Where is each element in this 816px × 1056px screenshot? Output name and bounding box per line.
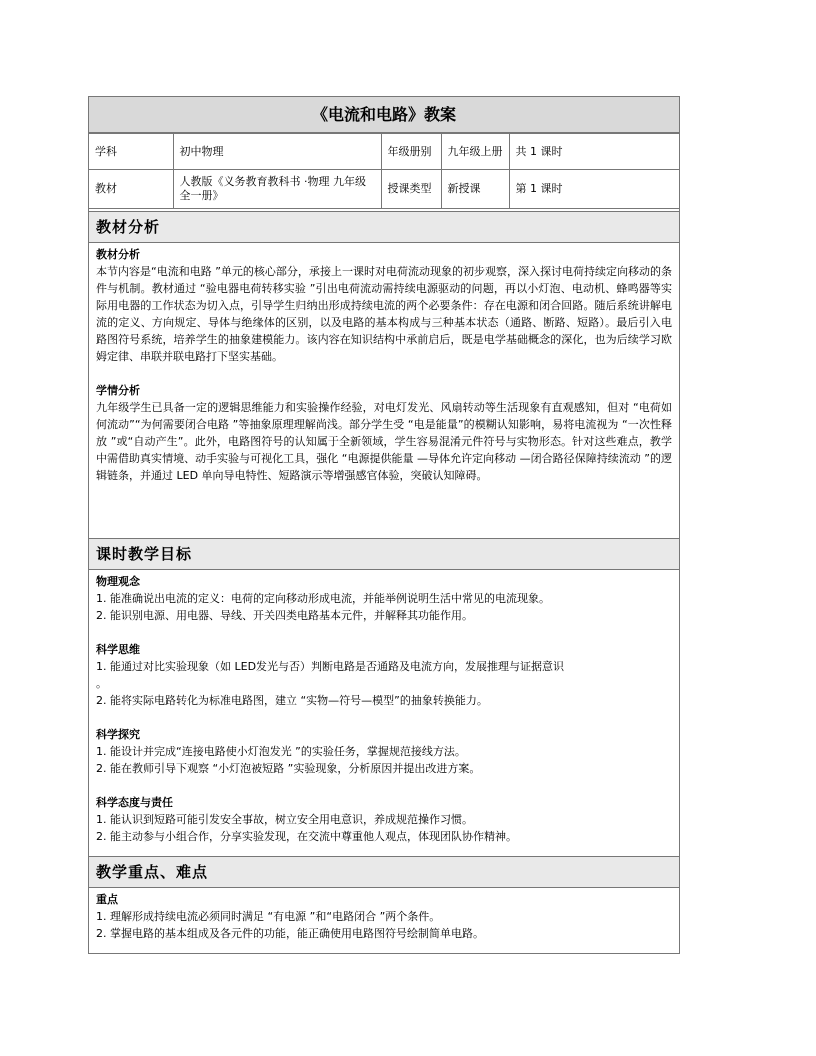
grade-label: 年级册别: [381, 134, 441, 170]
goal-item: 2. 能将实际电路转化为标准电路图，建立 “实物—符号—模型”的抽象转换能力。: [96, 694, 488, 707]
keypoint-item: 1. 理解形成持续电流必须同时满足 “有电源 ”和“电路闭合 ”两个条件。: [96, 910, 441, 923]
goal-group-title: 物理观念: [96, 575, 140, 588]
goal-group-title: 科学态度与责任: [96, 796, 173, 809]
student-analysis-paragraph: 九年级学生已具备一定的逻辑思维能力和实验操作经验，对电灯发光、风扇转动等生活现象有直观感知，但对 “电荷如何流动”“为何需要闭合电路 ”等抽象原理理解尚浅。部分学生受 “电是能量”的模糊认知影响，易将电流视为 “一次性释放 ”或“自动产生”。此外，电路图符号的认知属于全新领域，学生容易混淆元件符号与实物形态。针对这些难点，教学中需借助真实情境、动手实验与可视化工具，强化 “电源提供能量 —导体允许定向移动 —闭合路径保障持续流动 ”的逻辑链条，并通过 LED 单向导电特性、短路演示等增强感官体验，突破认知障碍。: [96, 401, 672, 482]
goal-group-title: 科学思维: [96, 643, 140, 656]
goal-item: 1. 能设计并完成“连接电路使小灯泡发光 ”的实验任务，掌握规范接线方法。: [96, 745, 466, 758]
goals-section: [89, 538, 679, 845]
type-value: 新授课: [441, 170, 509, 209]
material-analysis-section: [89, 211, 679, 484]
info-row-subject: [89, 134, 679, 170]
keypoints-section: [89, 856, 679, 942]
material-analysis-paragraph: 本节内容是“电流和电路 ”单元的核心部分，承接上一课时对电荷流动现象的初步观察，深入探讨电荷持续定向移动的条件与机制。教材通过 “验电器电荷转移实验 ”引出电荷流动需持续电源驱动的问题，再以小灯泡、电动机、蜂鸣器等实际用电器的工作状态为切入点，引导学生归纳出形成持续电流的两个必要条件：存在电源和闭合回路。随后系统讲解电流的定义、方向规定、导体与绝缘体的区别，以及电路的基本构成与三种基本状态（通路、断路、短路）。最后引入电路图符号系统，培养学生的抽象建模能力。该内容在知识结构中承前启后，既是电学基础概念的深化，也为后续学习欧姆定律、串联并联电路打下坚实基础。: [96, 265, 672, 363]
student-analysis-subtitle: 学情分析: [96, 384, 140, 397]
goals-heading: 课时教学目标: [89, 538, 679, 570]
grade-value: 九年级上册: [441, 134, 509, 170]
goal-item: 1. 能认识到短路可能引发安全事故，树立安全用电意识，养成规范操作习惯。: [96, 813, 473, 826]
textbook-value: 人教版《义务教育教科书 ·物理 九年级全一册》: [173, 170, 381, 209]
goal-item: 2. 能在教师引导下观察 “小灯泡被短路 ”实验现象，分析原因并提出改进方案。: [96, 762, 481, 775]
lesson-plan-frame: [88, 96, 680, 954]
goal-item: 1. 能通过对比实验现象（如 LED发光与否）判断电路是否通路及电流方向，发展推理与证据意识: [96, 660, 565, 673]
keypoint-item: 2. 掌握电路的基本组成及各元件的功能，能正确使用电路图符号绘制简单电路。: [96, 927, 484, 940]
type-label: 授课类型: [381, 170, 441, 209]
info-table: [89, 133, 679, 209]
subject-value: 初中物理: [173, 134, 381, 170]
keypoints-heading: 教学重点、难点: [89, 856, 679, 888]
lesson-value: 第 1 课时: [509, 170, 679, 209]
goal-item: 1. 能准确说出电流的定义：电荷的定向移动形成电流，并能举例说明生活中常见的电流现象。: [96, 592, 550, 605]
material-analysis-subtitle: 教材分析: [96, 248, 140, 261]
page-title: 《电流和电路》教案: [89, 97, 679, 133]
info-row-textbook: [89, 170, 679, 209]
subject-label: 学科: [89, 134, 173, 170]
goal-item: 。: [96, 677, 107, 690]
goal-item: 2. 能主动参与小组合作，分享实验发现，在交流中尊重他人观点，体现团队协作精神。: [96, 830, 517, 843]
goal-group-title: 科学探究: [96, 728, 140, 741]
goal-item: 2. 能识别电源、用电器、导线、开关四类电路基本元件，并解释其功能作用。: [96, 609, 473, 622]
keypoints-subtitle: 重点: [96, 893, 118, 906]
textbook-label: 教材: [89, 170, 173, 209]
material-analysis-heading: 教材分析: [89, 211, 679, 243]
hours-value: 共 1 课时: [509, 134, 679, 170]
